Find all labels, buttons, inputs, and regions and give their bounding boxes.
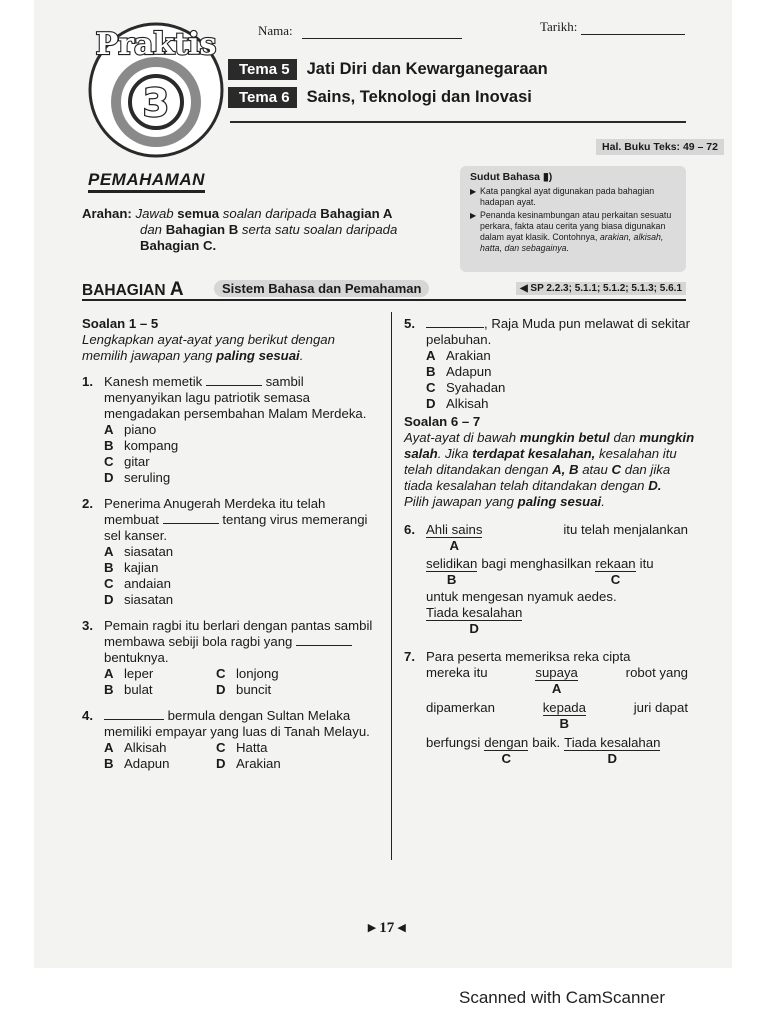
marked-word: kepada B: [542, 700, 586, 731]
option[interactable]: D buncit: [216, 682, 272, 697]
tema-6-row: [228, 87, 532, 108]
sudut-bahasa-title: Sudut Bahasa ▮): [470, 171, 553, 183]
answer-blank: [426, 327, 484, 328]
standard-pembelajaran: ◀ SP 2.2.3; 5.1.1; 5.1.2; 5.1.3; 5.6.1: [516, 282, 686, 295]
option[interactable]: B kajian: [104, 560, 159, 575]
option[interactable]: B Adapun: [104, 756, 170, 771]
answer-blank: [104, 719, 164, 720]
option[interactable]: A piano: [104, 422, 157, 437]
marked-word: dengan C: [484, 735, 529, 766]
answer-blank: [296, 645, 352, 646]
nama-line: [302, 38, 462, 39]
left-column: [82, 316, 382, 772]
option[interactable]: B bulat: [104, 682, 153, 697]
section-title: Soalan 6 – 7: [404, 414, 481, 429]
praktis-badge: [70, 8, 242, 158]
option[interactable]: A Arakian: [426, 348, 491, 363]
bahagian-a-header: [82, 279, 686, 301]
tarikh-line: [581, 34, 685, 35]
hal-buku-teks: Hal. Buku Teks: 49 – 72: [596, 139, 724, 155]
section-instruction: Ayat-ayat di bawah mungkin betul dan mungkin salah. Jika terdapat kesalahan, kesalahan itu telah ditandakan dengan A, B atau C dan jika tiada kesalahan telah ditandakan dengan D. Pilih jawapan yang paling sesuai.: [404, 430, 695, 509]
option[interactable]: A leper: [104, 666, 154, 681]
tema-5-title: Jati Diri dan Kewarganegaraan: [306, 60, 548, 78]
header-rule: [230, 121, 686, 123]
arrow-left-icon: ◂: [398, 920, 406, 936]
option[interactable]: D siasatan: [104, 592, 174, 607]
option[interactable]: D Alkisah: [426, 396, 489, 411]
column-divider: [391, 312, 392, 860]
right-column: [404, 316, 698, 766]
option[interactable]: B kompang: [104, 438, 179, 453]
arrow-right-icon: ▸: [368, 920, 376, 936]
option[interactable]: C andaian: [104, 576, 171, 591]
tema-5-tag: Tema 5: [228, 59, 297, 80]
speaker-icon: ▮): [542, 171, 553, 183]
answer-blank: [163, 523, 219, 524]
option[interactable]: C Syahadan: [426, 380, 506, 395]
marked-word: supaya A: [535, 665, 578, 696]
marked-word: rekaan C: [595, 556, 636, 587]
option[interactable]: C gitar: [104, 454, 150, 469]
option[interactable]: D Arakian: [216, 756, 281, 771]
tema-6-title: Sains, Teknologi dan Inovasi: [306, 88, 532, 106]
sudut-item: ▶ Kata pangkal ayat digunakan pada bahagian hadapan ayat.: [470, 186, 655, 207]
option[interactable]: A Alkisah: [104, 740, 167, 755]
nama-field: [258, 23, 462, 39]
option[interactable]: C lonjong: [216, 666, 279, 681]
marked-word: Tiada kesalahan D: [426, 605, 523, 636]
sudut-item: ▶ Penanda kesinambungan atau perkaitan sesuatu perkara, fakta atau cerita yang biasa digunakan dalam ayat klasik. Contohnya, arakian, alkisah, hatta, dan sebagainya.: [470, 210, 672, 253]
option[interactable]: C Hatta: [216, 740, 268, 755]
question-7: 7. Para peserta memeriksa reka cipta mereka itu supaya A robot yang dipamerkan kepada B juri dapat berfungsi dengan C baik. Tiada kesalahan D: [404, 649, 688, 766]
question-4: 4. bermula dengan Sultan Melaka memiliki empayar yang luas di Tanah Melayu. A Alkisah C Hatta B Adapun D Arakian: [82, 708, 370, 771]
tema-5-row: [228, 59, 548, 80]
marked-word: selidikan B: [426, 556, 478, 587]
question-6: 6. Ahli sains A itu telah menjalankan selidikan B bagi menghasilkan rekaan C itu untuk mengesan nyamuk aedes. Tiada kesalahan D: [404, 522, 688, 636]
option[interactable]: A siasatan: [104, 544, 174, 559]
arrow-icon: ▶: [470, 211, 477, 220]
section-title: Soalan 1 – 5: [82, 316, 159, 331]
answer-blank: [206, 385, 262, 386]
tema-6-tag: Tema 6: [228, 87, 297, 108]
question-1: 1. Kanesh memetik sambil menyanyikan lagu patriotik semasa mengadakan persembahan Malam Merdeka. A piano B kompang C gitar D seruling: [82, 374, 382, 486]
arahan-instructions: Arahan: Jawab semua soalan daripada Bahagian A dan Bahagian B serta satu soalan daripada Bahagian C.: [82, 206, 398, 253]
tarikh-label: Tarikh:: [540, 19, 578, 34]
option[interactable]: B Adapun: [426, 364, 492, 379]
question-5: 5. , Raja Muda pun melawat di sekitar pelabuhan. A Arakian B Adapun C Syahadan D Alkisah: [404, 316, 698, 412]
tarikh-field: [540, 19, 685, 35]
marked-word: Ahli sains A: [426, 522, 483, 553]
camscanner-watermark: Scanned with CamScanner: [459, 988, 666, 1007]
badge-number: 3: [142, 81, 170, 125]
nama-label: Nama:: [258, 23, 293, 38]
question-3: 3. Pemain ragbi itu berlari dengan pantas sambil membawa sebiji bola ragbi yang bentuknya. A leper C lonjong B bulat D buncit: [82, 618, 373, 697]
sudut-bahasa-box: [460, 166, 686, 272]
badge-word: Praktis: [95, 27, 217, 62]
arrow-left-icon: ◀: [519, 283, 528, 294]
marked-word: Tiada kesalahan D: [564, 735, 661, 766]
pemahaman-heading: PEMAHAMAN: [88, 170, 205, 193]
section-instruction: Lengkapkan ayat-ayat yang berikut dengan memilih jawapan yang paling sesuai.: [82, 332, 335, 363]
bahagian-label: BAHAGIAN A: [82, 279, 184, 300]
arrow-icon: ▶: [470, 187, 477, 196]
bahagian-subtitle: Sistem Bahasa dan Pemahaman: [214, 280, 429, 297]
question-2: 2. Penerima Anugerah Merdeka itu telah membuat tentang virus memerangi sel kanser. A siasatan B kajian C andaian D siasatan: [82, 496, 382, 608]
option[interactable]: D seruling: [104, 470, 171, 485]
page-number: ▸ 17 ◂: [368, 920, 406, 936]
